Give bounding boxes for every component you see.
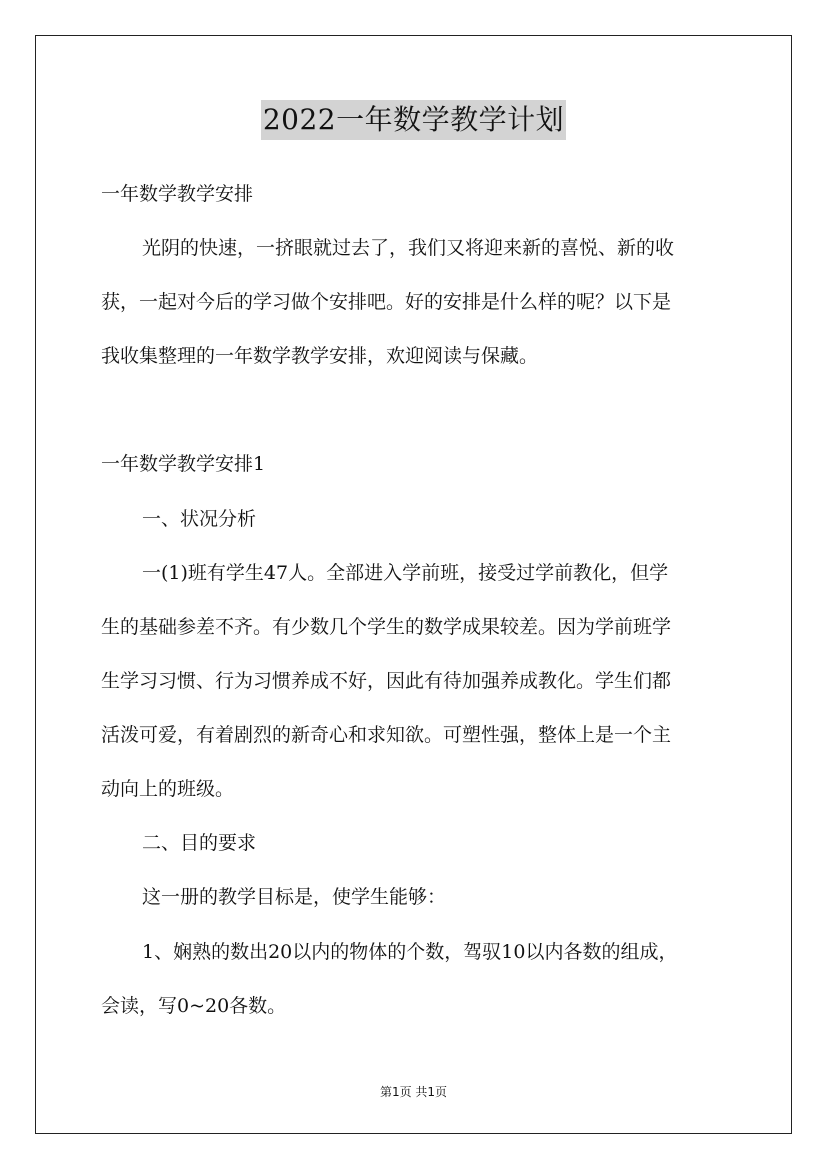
document-subtitle: 一年数学教学安排 xyxy=(101,183,254,205)
goal-intro: 这一册的教学目标是，使学生能够： xyxy=(142,886,447,908)
page-footer: 第1页 共1页 xyxy=(379,1085,448,1099)
analysis-line: 活泼可爱，有着剧烈的新奇心和求知欲。可塑性强，整体上是一个主 xyxy=(101,724,672,746)
heading-goals: 二、目的要求 xyxy=(142,832,257,854)
goal-item-line: 会读，写0~20各数。 xyxy=(101,995,287,1017)
section-title: 一年数学教学安排1 xyxy=(101,453,266,475)
intro-line: 获，一起对今后的学习做个安排吧。好的安排是什么样的呢？以下是 xyxy=(101,291,672,313)
analysis-line: 生的基础参差不齐。有少数几个学生的数学成果较差。因为学前班学 xyxy=(101,616,672,638)
heading-analysis: 一、状况分析 xyxy=(142,508,257,530)
intro-line: 我收集整理的一年数学教学安排，欢迎阅读与保藏。 xyxy=(101,345,539,367)
analysis-line: 动向上的班级。 xyxy=(101,778,235,800)
analysis-line: 生学习习惯、行为习惯养成不好，因此有待加强养成教化。学生们都 xyxy=(101,670,672,692)
intro-line: 光阴的快速，一挤眼就过去了，我们又将迎来新的喜悦、新的收 xyxy=(142,237,675,259)
title-container xyxy=(0,100,827,140)
goal-item-line: 1、娴熟的数出20以内的物体的个数，驾驭10以内各数的组成， xyxy=(142,941,678,963)
analysis-line: 一(1)班有学生47人。全部进入学前班，接受过学前教化，但学 xyxy=(142,562,669,584)
document-title: 2022一年数学教学计划 xyxy=(261,100,566,140)
